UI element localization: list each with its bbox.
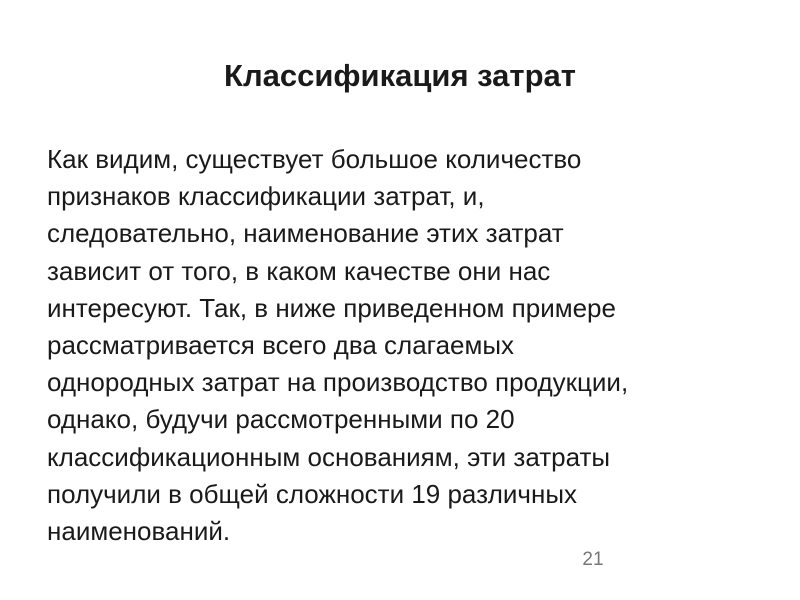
body-line: классификационным основаниям, эти затраты (47, 441, 611, 472)
body-line: наименований. (47, 516, 231, 547)
body-line: зависит от того, в каком качестве они нас (47, 255, 551, 286)
slide-title: Классификация затрат (224, 58, 576, 93)
body-line: получили в общей сложности 19 различных (47, 478, 578, 509)
body-line: однако, будучи рассмотренными по 20 (47, 404, 515, 435)
slide-body (47, 141, 767, 550)
body-line: однородных затрат на производство продукции, (47, 367, 629, 398)
body-line: признаков классификации затрат, и, (47, 181, 485, 212)
page-number: 21 (582, 549, 604, 570)
body-line: интересуют. Так, в ниже приведенном примере (47, 292, 616, 323)
body-line: Как видим, существует большое количество (47, 144, 582, 174)
body-line: следовательно, наименование этих затрат (47, 218, 564, 249)
body-line: рассматривается всего два слагаемых (47, 330, 515, 361)
